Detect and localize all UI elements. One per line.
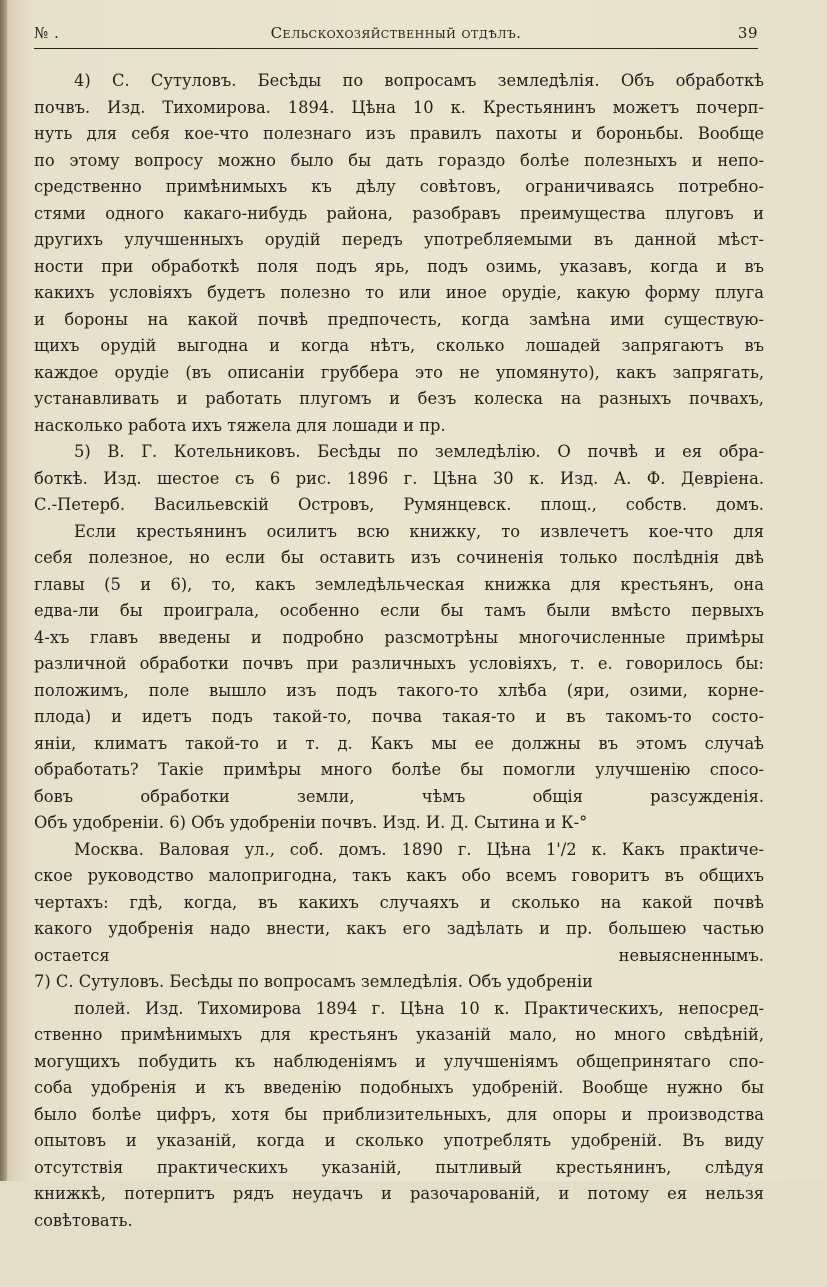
text-line: книжкѣ, потерпитъ рядъ неудачъ и разочарованій, и потому ея нельзя <box>34 1181 764 1208</box>
text-line: могущихъ побудить къ наблюденіямъ и улучшеніямъ общепринятаго спо- <box>34 1049 764 1076</box>
text-line: каждое орудіе (въ описаніи груббера это не упомянуто), какъ запрягать, <box>34 360 764 387</box>
text-line: едва-ли бы проиграла, особенно если бы тамъ были вмѣсто первыхъ <box>34 598 764 625</box>
text-line: по этому вопросу можно было бы дать гораздо болѣе полезныхъ и непо- <box>34 148 764 175</box>
text-line: плода) и идетъ подъ такой-то, почва такая-то и въ такомъ-то состо- <box>34 704 764 731</box>
header-rule <box>34 48 758 49</box>
page-binding-edge <box>0 0 7 1181</box>
text-line: было болѣе цифръ, хотя бы приблизительныхъ, для опоры и производства <box>34 1102 764 1129</box>
page-body <box>34 68 764 1287</box>
text-line: С.-Петерб. Васильевскій Островъ, Румянцевск. площ., собств. домъ. <box>34 492 764 519</box>
paragraph-item-6 <box>34 837 764 996</box>
text-line: остается невыясненнымъ. <box>34 943 764 970</box>
text-line: обработать? Такіе примѣры много болѣе бы помогли улучшенію спосо- <box>34 757 764 784</box>
text-line: соба удобренія и къ введенію подобныхъ удобреній. Вообще нужно бы <box>34 1075 764 1102</box>
header-number-sign: № . <box>34 24 59 42</box>
paragraph-item-5 <box>34 439 764 837</box>
text-line: чертахъ: гдѣ, когда, въ какихъ случаяхъ и сколько на какой почвѣ <box>34 890 764 917</box>
text-line: ское руководство малопригодна, такъ какъ обо всемъ говоритъ въ общихъ <box>34 863 764 890</box>
text-line: стями одного какаго-нибудь района, разобравъ преимущества плуговъ и <box>34 201 764 228</box>
text-line: почвъ. Изд. Тихомирова. 1894. Цѣна 10 к. Крестьянинъ можетъ почерп- <box>34 95 764 122</box>
text-line: и бороны на какой почвѣ предпочесть, когда замѣна ими существую- <box>34 307 764 334</box>
text-line: нуть для себя кое-что полезнаго изъ правилъ пахоты и бороньбы. Вообще <box>34 121 764 148</box>
paragraph-item-4 <box>34 68 764 439</box>
text-line: средственно примѣнимыхъ къ дѣлу совѣтовъ, ограничиваясь потребно- <box>34 174 764 201</box>
text-line <box>34 1261 764 1287</box>
text-line: 4-хъ главъ введены и подробно разсмотрѣны многочисленные примѣры <box>34 625 764 652</box>
paragraph-item-7 <box>34 996 764 1287</box>
text-line: отсутствія практическихъ указаній, пытливый крестьянинъ, слѣдуя <box>34 1155 764 1182</box>
text-line: опытовъ и указаній, когда и сколько употреблять удобреній. Въ виду <box>34 1128 764 1155</box>
text-line: полей. Изд. Тихомирова 1894 г. Цѣна 10 к. Практическихъ, непосред- <box>34 996 764 1023</box>
running-header <box>34 24 758 48</box>
text-line: Объ удобреніи. 6) Объ удобреніи почвъ. Изд. И. Д. Сытина и К-° <box>34 810 764 837</box>
text-line: положимъ, поле вышло изъ подъ такого-то хлѣба (яри, озими, корне- <box>34 678 764 705</box>
text-line: себя полезное, но если бы оставить изъ сочиненія только послѣднія двѣ <box>34 545 764 572</box>
text-line: боткѣ. Изд. шестое съ 6 рис. 1896 г. Цѣна 30 к. Изд. А. Ф. Девріена. <box>34 466 764 493</box>
text-line <box>34 1234 764 1261</box>
text-line: 7) С. Сутуловъ. Бесѣды по вопросамъ земледѣлія. Объ удобреніи <box>34 969 764 996</box>
text-line: ности при обработкѣ поля подъ ярь, подъ озимь, указавъ, когда и въ <box>34 254 764 281</box>
text-line: бовъ обработки земли, чѣмъ общія разсужденія. <box>34 784 764 811</box>
text-line: Москва. Валовая ул., соб. домъ. 1890 г. Цѣна 1'/2 к. Какъ пракtиче- <box>34 837 764 864</box>
text-line: 5) В. Г. Котельниковъ. Бесѣды по земледѣлію. О почвѣ и ея обра- <box>34 439 764 466</box>
text-line: устанавливать и работать плугомъ и безъ колеска на разныхъ почвахъ, <box>34 386 764 413</box>
text-line: различной обработки почвъ при различныхъ условіяхъ, т. е. говорилось бы: <box>34 651 764 678</box>
text-line: ственно примѣнимыхъ для крестьянъ указаній мало, но много свѣдѣній, <box>34 1022 764 1049</box>
text-line: другихъ улучшенныхъ орудій передъ употребляемыми въ данной мѣст- <box>34 227 764 254</box>
header-section-title: Сельскохозяйственный отдѣлъ. <box>34 24 758 42</box>
text-line: главы (5 и 6), то, какъ земледѣльческая книжка для крестьянъ, она <box>34 572 764 599</box>
text-line: какихъ условіяхъ будетъ полезно то или иное орудіе, какую форму плуга <box>34 280 764 307</box>
text-line: насколько работа ихъ тяжела для лошади и пр. <box>34 413 764 440</box>
text-line: Если крестьянинъ осилитъ всю книжку, то извлечетъ кое-что для <box>34 519 764 546</box>
text-line: 4) С. Сутуловъ. Бесѣды по вопросамъ земледѣлія. Объ обработкѣ <box>34 68 764 95</box>
header-page-number: 39 <box>738 24 758 42</box>
text-line: совѣтовать. <box>34 1208 764 1235</box>
text-line: щихъ орудій выгодна и когда нѣтъ, сколько лошадей запрягаютъ въ <box>34 333 764 360</box>
text-line: яніи, климатъ такой-то и т. д. Какъ мы ее должны въ этомъ случаѣ <box>34 731 764 758</box>
text-line: какого удобренія надо внести, какъ его задѣлать и пр. большею частью <box>34 916 764 943</box>
